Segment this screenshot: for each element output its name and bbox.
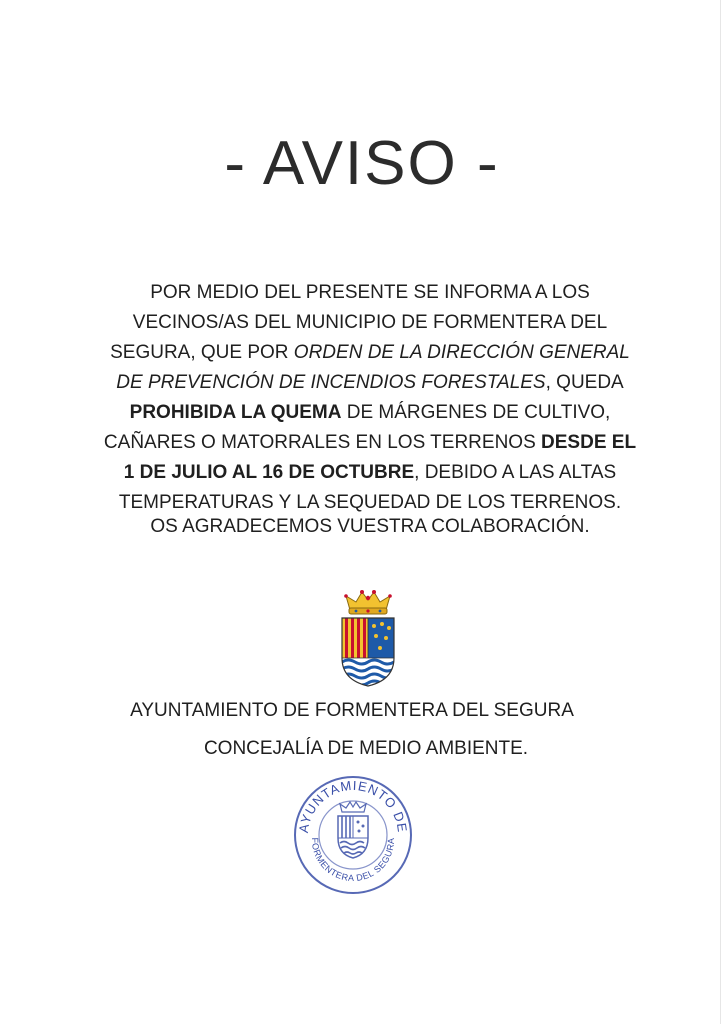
official-seal-stamp [292, 774, 414, 896]
notice-italic: ORDEN DE LA DIRECCIÓN GENERAL [293, 342, 630, 363]
notice-line-7 [100, 458, 640, 488]
notice-line-5 [100, 398, 640, 428]
seal-top-text: AYUNTAMIENTO DE [295, 777, 411, 834]
coat-of-arms-icon [336, 588, 400, 688]
notice-body [100, 278, 640, 518]
notice-line-3 [100, 338, 640, 368]
thanks-line: OS AGRADECEMOS VUESTRA COLABORACIÓN. [150, 516, 590, 537]
organization-name: AYUNTAMIENTO DE FORMENTERA DEL SEGURA [130, 700, 574, 721]
notice-bold: DESDE EL [541, 432, 637, 453]
seal-bottom-text: FORMENTERA DEL SEGURA [309, 837, 397, 884]
notice-line-1: POR MEDIO DEL PRESENTE SE INFORMA A LOS [150, 282, 590, 303]
notice-text: SEGURA, QUE POR [110, 342, 294, 363]
notice-title: - AVISO - [224, 129, 500, 198]
department-name: CONCEJALÍA DE MEDIO AMBIENTE. [203, 738, 529, 759]
notice-line-6 [100, 428, 640, 458]
notice-line-2: VECINOS/AS DEL MUNICIPIO DE FORMENTERA DEL [132, 312, 608, 333]
notice-bold: PROHIBIDA LA QUEMA [129, 402, 342, 423]
notice-bold: 1 DE JULIO AL 16 DE OCTUBRE [123, 462, 415, 483]
seal-crest-icon [338, 802, 368, 858]
notice-line-4 [100, 368, 640, 398]
notice-text: , DEBIDO A LAS ALTAS [414, 462, 617, 483]
notice-text: DE MÁRGENES DE CULTIVO, [341, 402, 611, 423]
notice-text: CAÑARES O MATORRALES EN LOS TERRENOS [103, 432, 542, 453]
notice-italic: DE PREVENCIÓN DE INCENDIOS FORESTALES [116, 372, 546, 393]
notice-text: , QUEDA [545, 372, 624, 393]
notice-line-8: TEMPERATURAS Y LA SEQUEDAD DE LOS TERRENOS. [118, 492, 622, 513]
crown-icon [344, 590, 392, 614]
